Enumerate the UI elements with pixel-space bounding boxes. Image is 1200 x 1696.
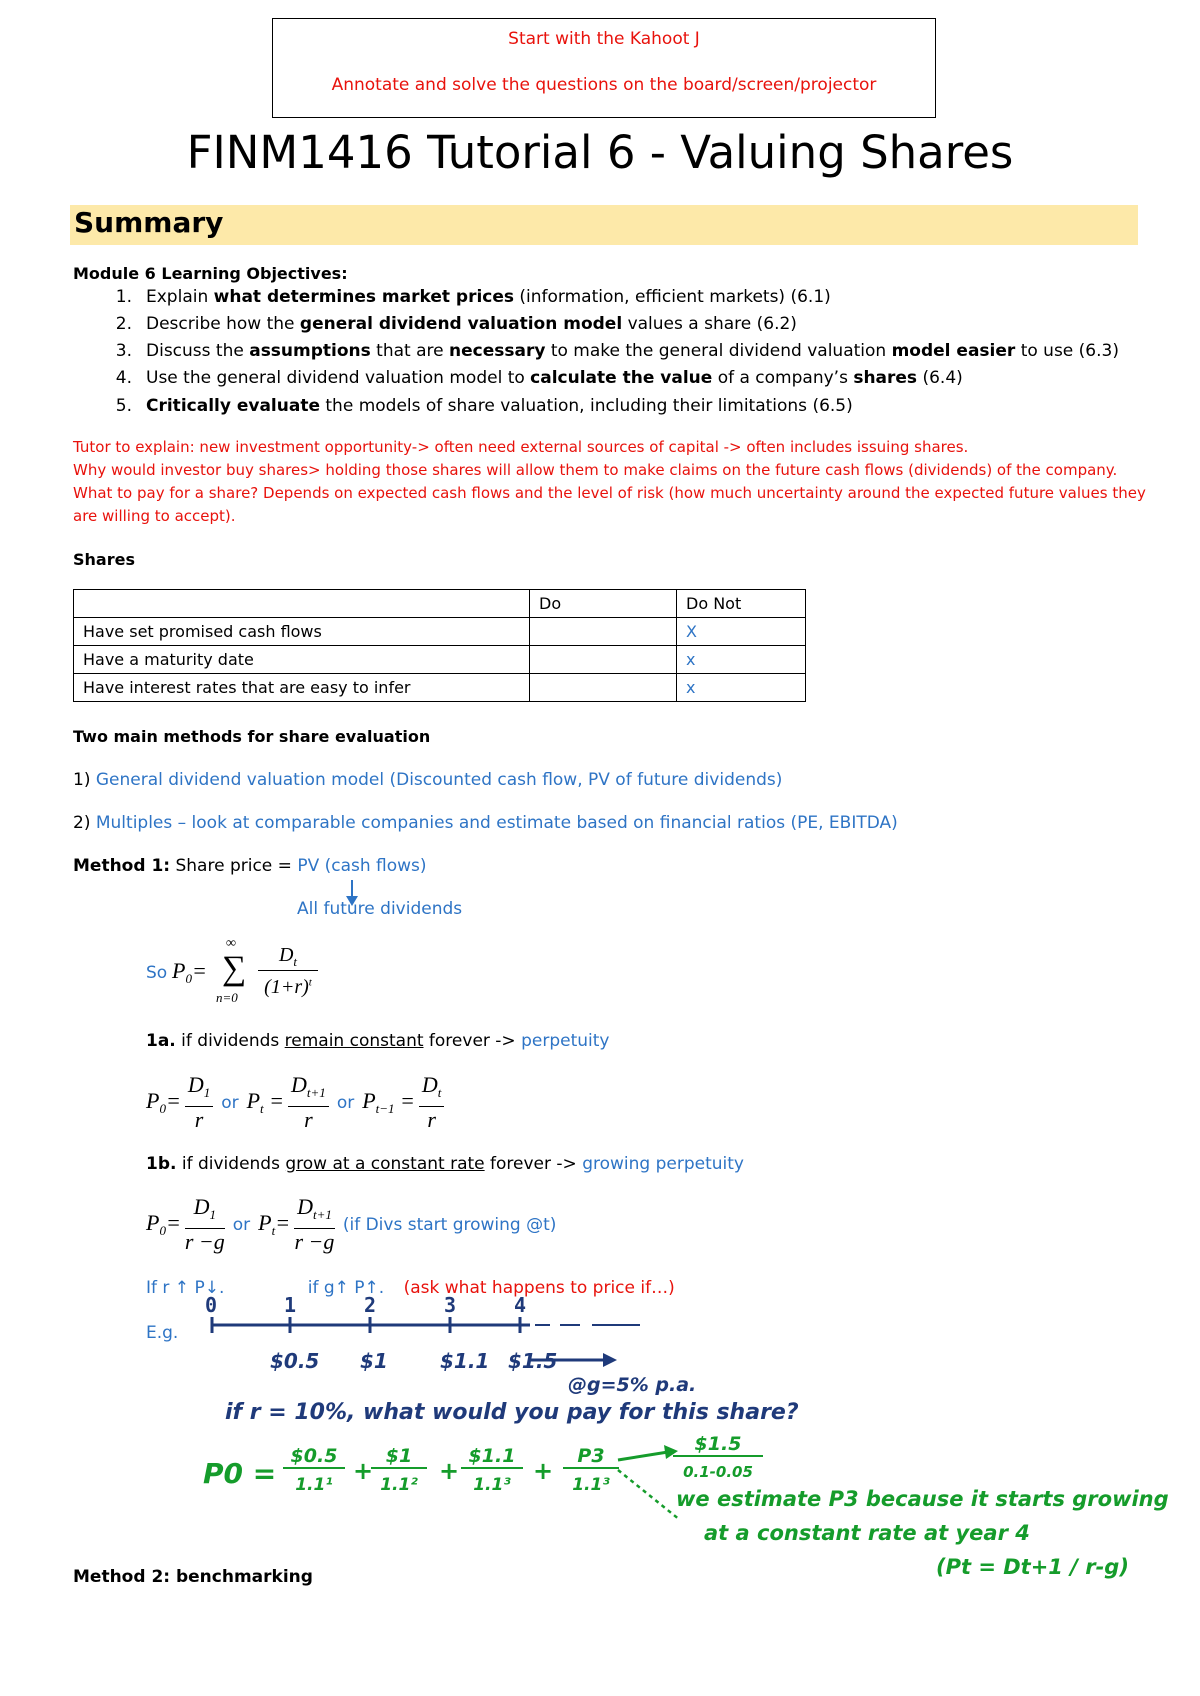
- case-1b: [146, 1154, 744, 1174]
- objective-number: 2.: [115, 314, 132, 334]
- objective-text-run: Explain: [146, 287, 214, 307]
- shares-heading: Shares: [73, 550, 135, 569]
- solution-num: $1: [371, 1445, 427, 1469]
- objective-text-run: Use the general dividend valuation model to: [146, 368, 531, 388]
- method2-heading: Method 2: benchmarking: [73, 1567, 313, 1587]
- method1-line: [73, 856, 427, 876]
- note-line-2: at a constant rate at year 4: [704, 1521, 1030, 1545]
- growing-perpetuity-formulas: $P_0=$ $\frac{D_1}{r -g}$ or $P_t=$ $\frac{D_{t+1}}{r -g}$ (if Divs start growing @t): [146, 1194, 557, 1254]
- sensitivity-line: [146, 1278, 675, 1298]
- summary-heading: Summary: [74, 206, 224, 239]
- objective-text-run: to use (6.3): [1015, 341, 1119, 361]
- table-row: [74, 646, 806, 674]
- method-list-item: [73, 770, 782, 790]
- banner-line-1: Start with the Kahoot J: [508, 29, 700, 49]
- table-cell: x: [677, 646, 806, 674]
- objective-text-run: what determines market prices: [213, 287, 515, 307]
- objective-text-run: calculate the value: [530, 368, 713, 388]
- method-list-item: [73, 813, 898, 833]
- table-row: [74, 674, 806, 702]
- tutor-note: are willing to accept).: [73, 507, 236, 525]
- objective-text-run: to make the general dividend valuation: [545, 341, 892, 361]
- note-formula: (Pt = Dt+1 / r-g): [936, 1555, 1129, 1579]
- tutor-note: What to pay for a share? Depends on expected cash flows and the level of risk (how much uncertainty around the expected future values they: [73, 484, 1146, 502]
- table-cell: [530, 646, 677, 674]
- dividend-value: $1.5: [508, 1349, 558, 1373]
- objective-item: [146, 314, 797, 334]
- table-cell: Have a maturity date: [74, 646, 530, 674]
- timeline-label: 2: [364, 1293, 377, 1317]
- method-text: Multiples – look at comparable companies and estimate based on financial ratios (PE, EBITDA): [95, 813, 898, 833]
- objective-text-run: of a company’s: [712, 368, 854, 388]
- case-1a-label: 1a.: [146, 1031, 176, 1051]
- growing-note: (if Divs start growing @t): [342, 1214, 557, 1235]
- timeline-drawing: [200, 1300, 660, 1380]
- case-1b-post: forever ->: [484, 1154, 583, 1174]
- so-label: So: [146, 963, 168, 983]
- case-1b-label: 1b.: [146, 1154, 177, 1174]
- terminal-num: $1.5: [673, 1433, 763, 1457]
- growth-note: @g=5% p.a.: [568, 1374, 697, 1396]
- objective-item: [146, 368, 963, 388]
- ask-note: (ask what happens to price if…): [403, 1278, 675, 1298]
- case-1b-underlined: grow at a constant rate: [285, 1154, 485, 1174]
- method-text: General dividend valuation model (Discounted cash flow, PV of future dividends): [95, 770, 783, 790]
- method1-pv: PV (cash flows): [297, 856, 427, 876]
- word-or: or: [232, 1214, 251, 1235]
- example-solution: P0 = $0.5 1.1¹ + $1 1.1² + $1.1 1.1³ + P3 1.1³ $1.5 0.1-0.05: [203, 1445, 803, 1525]
- tutor-note: Why would investor buy shares> holding those shares will allow them to make claims on the future cash flows (dividends) of the company.: [73, 461, 1118, 479]
- kahoot-banner: [272, 18, 936, 118]
- method1-label: Method 1:: [73, 856, 171, 876]
- objective-number: 5.: [115, 396, 132, 416]
- word-or: or: [221, 1092, 239, 1113]
- objective-item: [146, 341, 1119, 361]
- objective-text-run: Describe how the: [146, 314, 300, 334]
- objective-item: [146, 396, 853, 416]
- objective-number: 1.: [115, 287, 132, 307]
- perpetuity-formulas: $P_0=$ $\frac{D_1}{r}$ or $P_t$ = $\frac{D_{t+1}}{r}$ or $P_{t-1}$ = $\frac{D_t}{r}$: [146, 1072, 444, 1133]
- annotation-all-future-dividends: All future dividends: [297, 899, 463, 919]
- page-title: FINM1416 Tutorial 6 - Valuing Shares: [186, 126, 1014, 179]
- rate-sensitivity: If r ↑ P↓.: [146, 1278, 225, 1298]
- note-line-1: we estimate P3 because it starts growing: [676, 1487, 1169, 1511]
- dividend-value: $0.5: [270, 1349, 320, 1373]
- growth-sensitivity: if g↑ P↑.: [307, 1278, 385, 1298]
- objective-text-run: (6.4): [917, 368, 963, 388]
- objective-number: 3.: [115, 341, 132, 361]
- solution-den: 1.1¹: [295, 1475, 333, 1495]
- solution-arrows: [610, 1430, 700, 1540]
- timeline-label: 0: [205, 1293, 218, 1317]
- dividend-value: $1.1: [440, 1349, 490, 1373]
- case-1a-post: forever ->: [423, 1031, 522, 1051]
- objective-text-run: general dividend valuation model: [299, 314, 623, 334]
- example-question: if r = 10%, what would you pay for this share?: [225, 1400, 799, 1425]
- case-1b-pre: if dividends: [176, 1154, 286, 1174]
- tutor-note: Tutor to explain: new investment opportunity-> often need external sources of capital -> often includes issuing shares.: [73, 438, 969, 456]
- case-1a-result: perpetuity: [521, 1031, 610, 1051]
- method1-text: Share price =: [175, 856, 298, 876]
- case-1a-underlined: remain constant: [284, 1031, 424, 1051]
- table-header-cell: Do Not: [677, 590, 806, 618]
- objective-text-run: shares: [853, 368, 918, 388]
- case-1a: [146, 1031, 609, 1051]
- objective-text-run: the models of share valuation, including their limitations (6.5): [319, 396, 853, 416]
- table-header-row: [74, 590, 806, 618]
- dividend-value: $1: [360, 1349, 388, 1373]
- table-header-cell: Do: [530, 590, 677, 618]
- objective-text-run: model easier: [891, 341, 1016, 361]
- objective-text-run: that are: [370, 341, 450, 361]
- case-1b-result: growing perpetuity: [582, 1154, 744, 1174]
- objective-text-run: values a share (6.2): [622, 314, 797, 334]
- example-label: E.g.: [146, 1323, 179, 1343]
- table-cell: X: [677, 618, 806, 646]
- table-cell: [530, 618, 677, 646]
- solution-den: 1.1³: [473, 1475, 511, 1495]
- objectives-heading: Module 6 Learning Objectives:: [73, 264, 348, 283]
- summary-highlight: [70, 205, 1138, 245]
- word-or: or: [336, 1092, 355, 1113]
- table-cell: Have interest rates that are easy to infer: [74, 674, 530, 702]
- timeline-label: 4: [514, 1293, 527, 1317]
- case-1a-pre: if dividends: [175, 1031, 285, 1051]
- objective-text-run: necessary: [449, 341, 546, 361]
- terminal-den: 0.1-0.05: [683, 1463, 753, 1481]
- objective-item: [146, 287, 831, 307]
- table-cell: Have set promised cash flows: [74, 618, 530, 646]
- objective-text-run: (information, efficient markets) (6.1): [514, 287, 831, 307]
- objective-number: 4.: [115, 368, 132, 388]
- solution-num: $0.5: [283, 1445, 345, 1469]
- method-num: 2): [73, 813, 91, 833]
- table-cell: x: [677, 674, 806, 702]
- method-num: 1): [73, 770, 91, 790]
- solution-p0: P0 =: [203, 1457, 277, 1490]
- methods-heading: Two main methods for share evaluation: [73, 727, 431, 746]
- solution-num: $1.1: [461, 1445, 523, 1469]
- solution-den: 1.1²: [380, 1475, 418, 1495]
- tutor-notes: [73, 436, 1146, 528]
- shares-table: [73, 589, 806, 702]
- table-cell: [530, 674, 677, 702]
- solution-num: P3: [563, 1445, 619, 1469]
- objective-text-run: assumptions: [249, 341, 371, 361]
- objective-text-run: Discuss the: [146, 341, 250, 361]
- solution-den: 1.1³: [572, 1475, 610, 1495]
- banner-line-2: Annotate and solve the questions on the board/screen/projector: [331, 75, 877, 95]
- timeline-label: 1: [284, 1293, 297, 1317]
- table-header-cell: [74, 590, 530, 618]
- timeline-label: 3: [444, 1293, 457, 1317]
- table-row: [74, 618, 806, 646]
- objective-text-run: Critically evaluate: [146, 396, 320, 416]
